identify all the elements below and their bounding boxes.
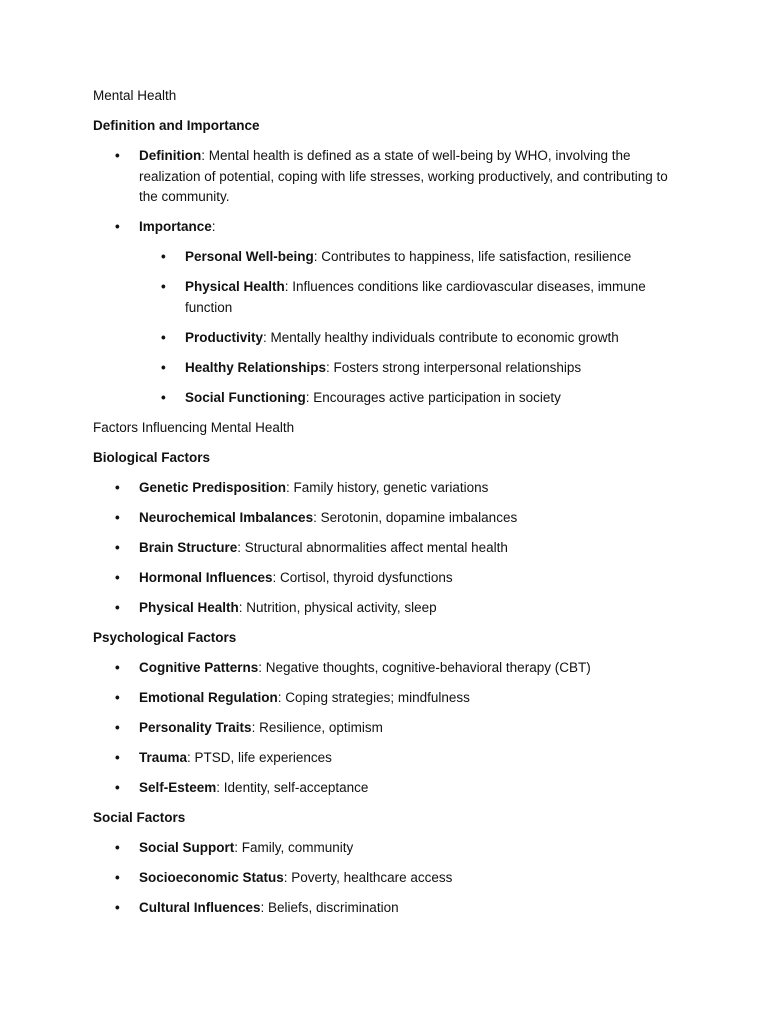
- list-item-term: Physical Health: [139, 599, 239, 615]
- list-item-text: : Mental health is defined as a state of well-being by WHO, involving the realization of potential, coping with life stresses, working productively, and contributing to the community.: [139, 148, 668, 204]
- list-item-text: : PTSD, life experiences: [187, 749, 332, 765]
- social-factors-list: [93, 838, 673, 919]
- list-item-text: : Nutrition, physical activity, sleep: [238, 599, 437, 615]
- biological-factors-list: [93, 478, 673, 619]
- list-item: [185, 358, 673, 379]
- list-item-term: Personal Well-being: [185, 249, 314, 264]
- list-item: [139, 688, 673, 709]
- list-item-text: : Coping strategies; mindfulness: [277, 689, 470, 705]
- list-item-text: : Fosters strong interpersonal relationships: [326, 359, 582, 375]
- list-item: [185, 328, 673, 349]
- list-item-text: : Contributes to happiness, life satisfaction, resilience: [313, 249, 632, 264]
- list-item-text: : Cortisol, thyroid dysfunctions: [272, 569, 453, 585]
- list-item: [139, 478, 673, 499]
- list-item-term: Healthy Relationships: [185, 359, 327, 375]
- list-item-text: :: [211, 219, 216, 234]
- list-item-term: Cultural Influences: [139, 899, 261, 915]
- list-item-text: : Resilience, optimism: [251, 719, 383, 735]
- list-item-term: Trauma: [139, 749, 188, 765]
- list-item-term: Physical Health: [185, 279, 285, 294]
- list-item-importance: [139, 217, 673, 408]
- list-item-text: : Structural abnormalities affect mental health: [237, 539, 508, 555]
- section-heading-social: Social Factors: [93, 809, 186, 825]
- section-title-factors: Factors Influencing Mental Health: [93, 419, 295, 435]
- section-heading-psychological: Psychological Factors: [93, 629, 237, 645]
- list-item: [185, 388, 673, 409]
- list-item: [139, 898, 673, 919]
- list-item-term: Definition: [139, 148, 202, 163]
- list-item: [185, 247, 673, 268]
- list-item-text: : Influences conditions like cardiovascular diseases, immune function: [185, 279, 646, 315]
- document-title: Mental Health: [93, 88, 177, 103]
- list-item-term: Importance: [139, 219, 212, 234]
- list-item-text: : Poverty, healthcare access: [283, 869, 453, 885]
- list-item-term: Hormonal Influences: [139, 569, 273, 585]
- list-item-text: : Beliefs, discrimination: [260, 899, 399, 915]
- list-item-text: : Serotonin, dopamine imbalances: [313, 509, 518, 525]
- list-item-text: : Family, community: [234, 839, 354, 855]
- list-item-term: Productivity: [185, 329, 264, 345]
- importance-sublist: [139, 247, 673, 408]
- list-item-definition: [139, 146, 673, 208]
- list-item-term: Social Support: [139, 839, 235, 855]
- list-item: [139, 868, 673, 889]
- list-item-term: Self-Esteem: [139, 779, 217, 795]
- list-item-term: Cognitive Patterns: [139, 659, 259, 675]
- list-item: [139, 568, 673, 589]
- list-item-text: : Negative thoughts, cognitive-behavioral therapy (CBT): [258, 659, 591, 675]
- list-item: [139, 838, 673, 859]
- list-item-term: Social Functioning: [185, 389, 306, 405]
- list-item-term: Personality Traits: [139, 719, 252, 735]
- list-item-term: Neurochemical Imbalances: [139, 509, 314, 525]
- list-item-term: Genetic Predisposition: [139, 479, 287, 495]
- list-item: [139, 538, 673, 559]
- list-item-text: : Mentally healthy individuals contribute to economic growth: [263, 329, 619, 345]
- list-item-term: Brain Structure: [139, 539, 238, 555]
- list-item-text: : Encourages active participation in society: [305, 389, 561, 405]
- list-item: [139, 598, 673, 619]
- list-item: [139, 508, 673, 529]
- list-item-term: Socioeconomic Status: [139, 869, 284, 885]
- section-heading-biological: Biological Factors: [93, 449, 211, 465]
- list-item: [139, 658, 673, 679]
- list-item-term: Emotional Regulation: [139, 689, 278, 705]
- list-item: [139, 748, 673, 769]
- list-item: [185, 277, 673, 318]
- list-item: [139, 778, 673, 799]
- list-item-text: : Family history, genetic variations: [286, 479, 489, 495]
- psychological-factors-list: [93, 658, 673, 799]
- list-item: [139, 718, 673, 739]
- section-heading-definition-importance: Definition and Importance: [93, 118, 260, 133]
- definition-importance-list: [93, 146, 673, 408]
- document-body: [93, 86, 673, 928]
- list-item-text: : Identity, self-acceptance: [216, 779, 369, 795]
